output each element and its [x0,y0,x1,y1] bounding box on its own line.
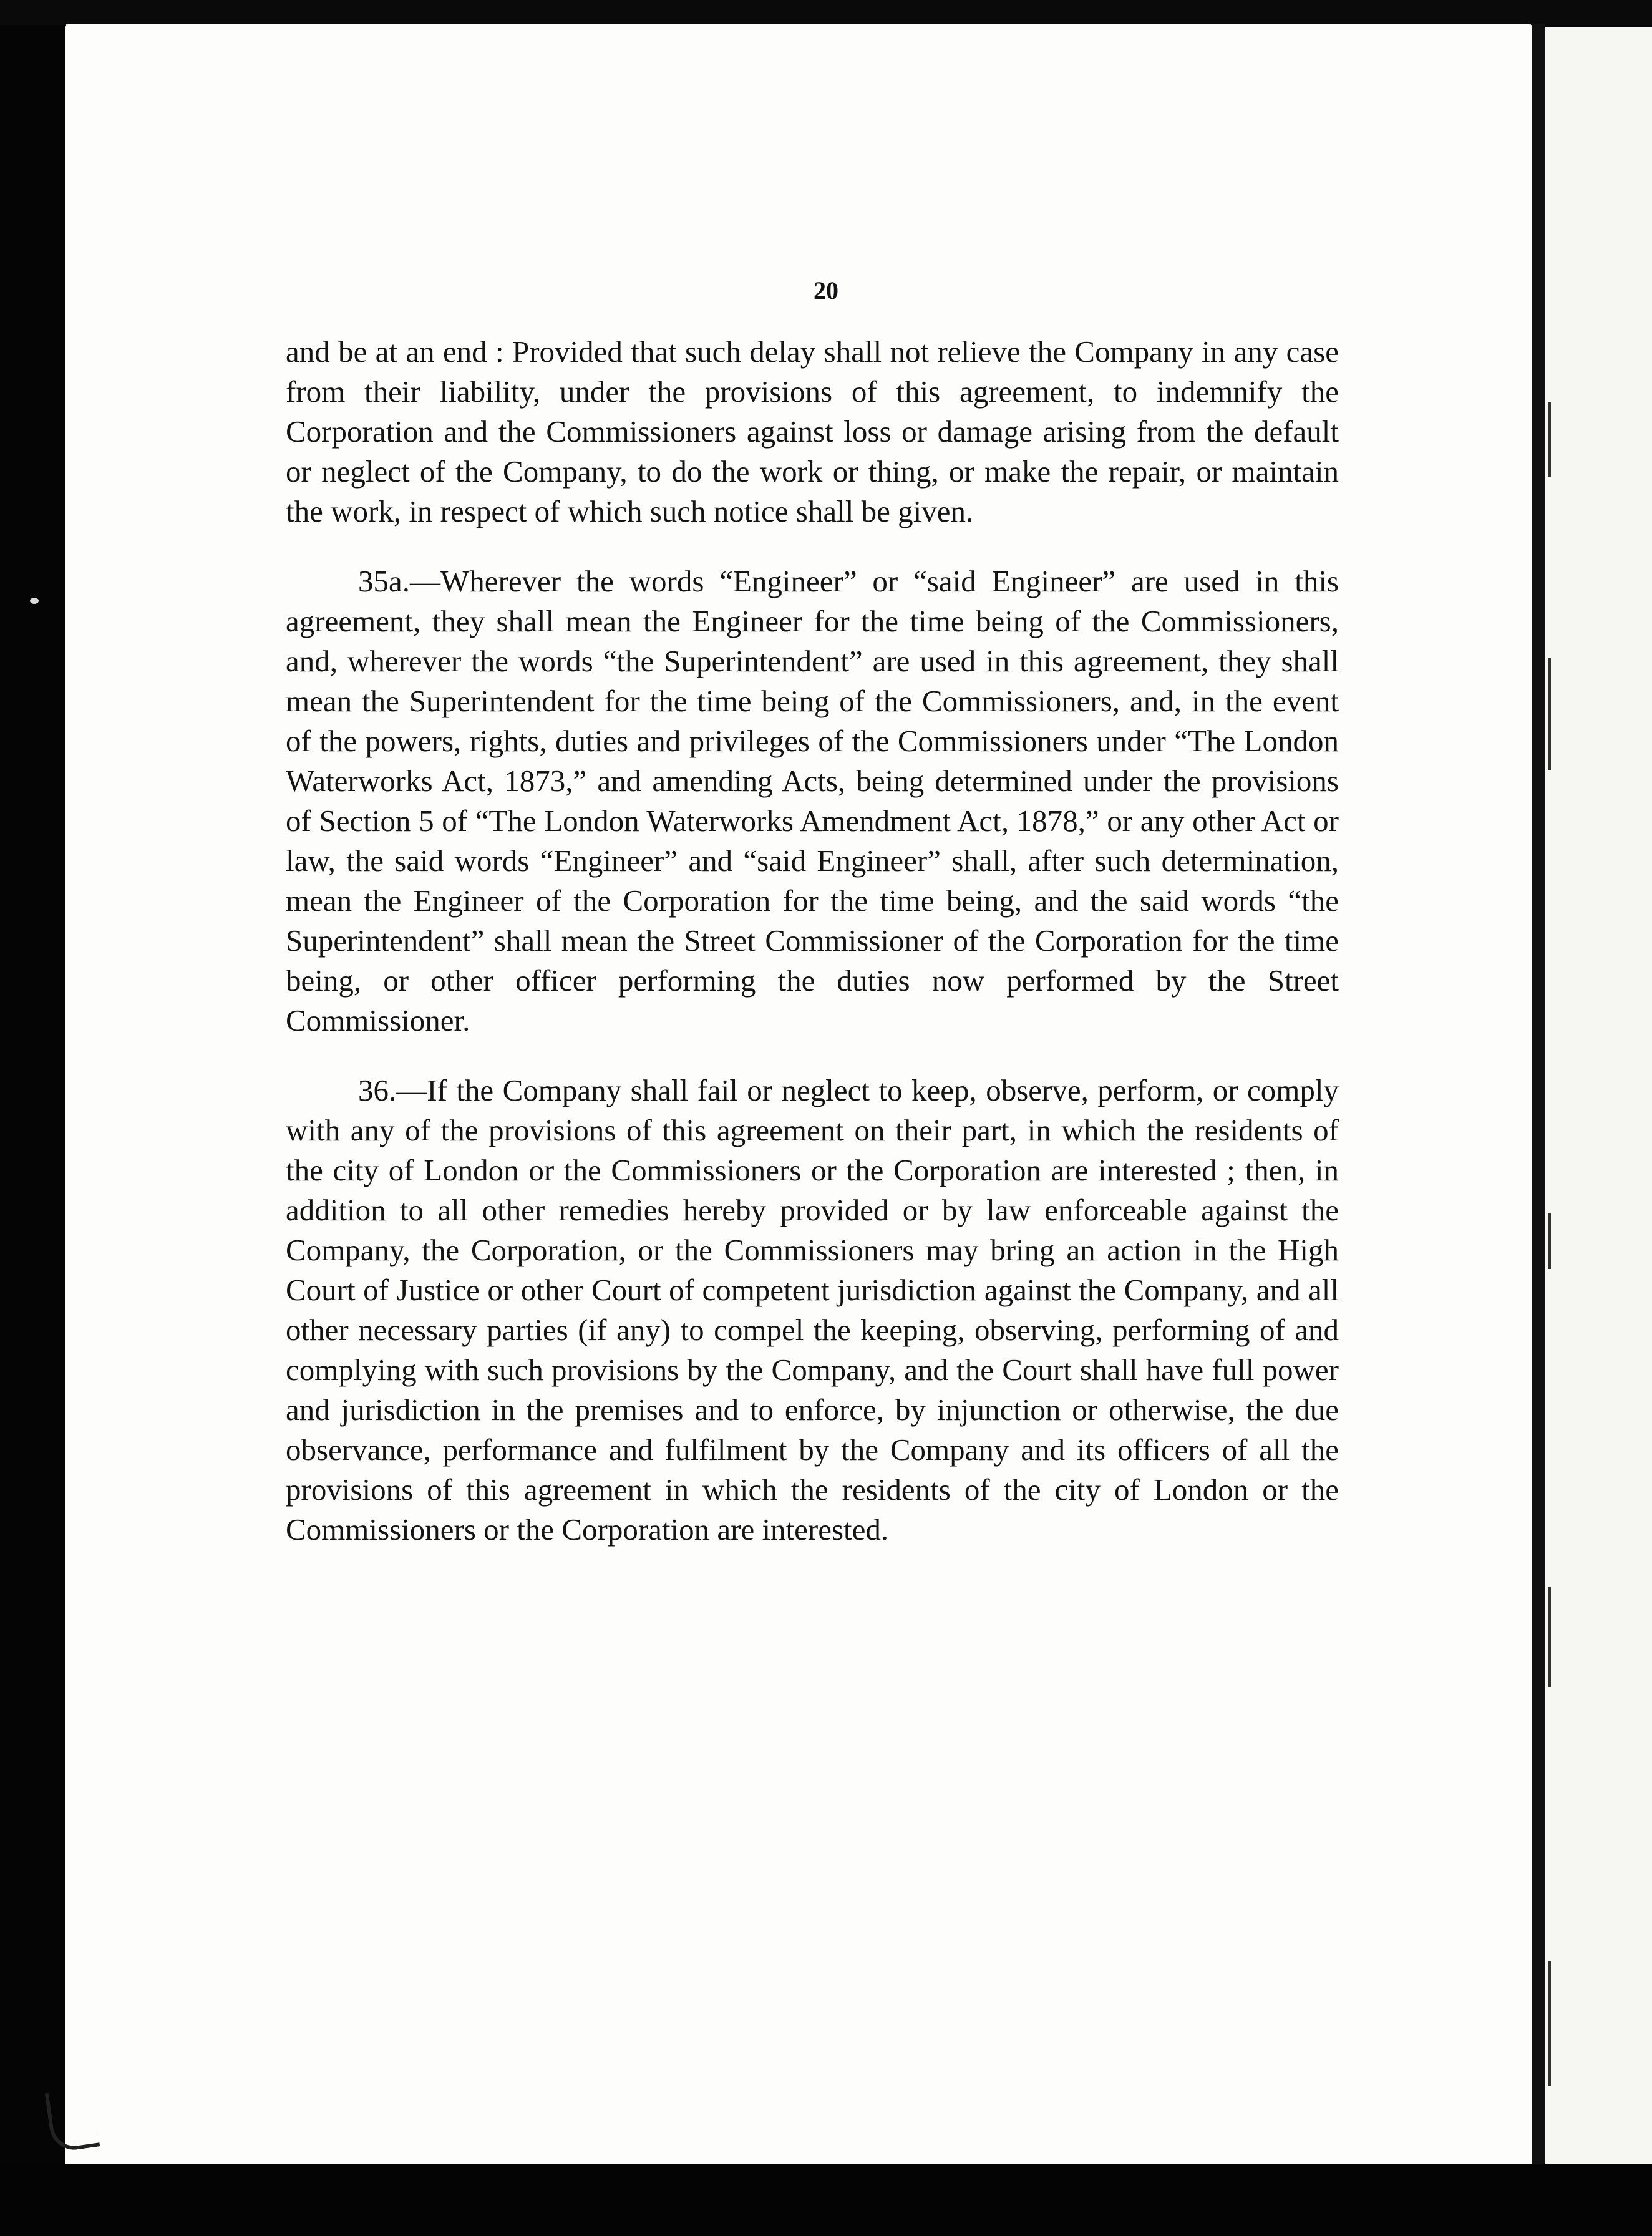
facing-page-mark [1548,1213,1551,1269]
page-gutter [1532,24,1545,2164]
scan-border-top [0,0,1652,25]
page-corner-curl [45,2087,100,2153]
facing-page-mark [1548,658,1551,770]
paragraph-continuation: and be at an end : Provided that such delay shall not relieve the Company in any case from their liability, under the provisions of this agreement, to indemnify the Corporation and the Commissioners against loss or damage arising from the default or neglect of the Company, to do the work or thing, or make the repair, or maintain the work, in respect of which such notice shall be given. [286,334,1339,528]
facing-page-edge [1545,27,1652,2164]
paragraph-section-36: 36.—If the Company shall fail or neglect to keep, observe, perform, or comply with any of the provisions of this agreement on their part, in which the residents of the city of London or the Commissioners or the Corporation are interested ; then, in addition to all other remedies hereby provided or by law enforceable against the Company, the Corporation, or the Commissioners may bring an action in the High Court of Justice or other Court of competent jurisdiction against the Company, and all other necessary parties (if any) to compel the keeping, observing, performing of and complying with such provisions by the Company, and the Court shall have full power and jurisdiction in the premises and to enforce, by injunction or otherwise, the due observance, performance and fulfilment by the Company and its officers of all the provisions of this agreement in which the residents of the city of London or the Commissioners or the Corporation are interested. [286,1073,1339,1547]
page-number: 20 [814,276,838,304]
scan-border-bottom [0,2164,1652,2236]
facing-page-mark [1548,1587,1551,1687]
body-text [286,332,1339,1550]
paragraph-section-35a: 35a.—Wherever the words “Engineer” or “said Engineer” are used in this agreement, they shall mean the Engineer for the time being of the Commissioners, and, wherever the words “the Superintendent” are used in this agreement, they shall mean the Superintendent for the time being of the Commissioners, and, in the event of the powers, rights, duties and privileges of the Commissioners under “The London Waterworks Act, 1873,” and amending Acts, being determined under the provisions of Section 5 of “The London Waterworks Amendment Act, 1878,” or any other Act or law, the said words “Engineer” and “said Engineer” shall, after such determination, mean the Engineer of the Corporation for the time being, and the said words “the Superintendent” shall mean the Street Commissioner of the Corporation for the time being, or other officer performing the duties now performed by the Street Commissioner. [286,564,1339,1038]
facing-page-mark [1548,402,1551,477]
scan-speck [30,598,39,604]
facing-page-mark [1548,1961,1551,2086]
